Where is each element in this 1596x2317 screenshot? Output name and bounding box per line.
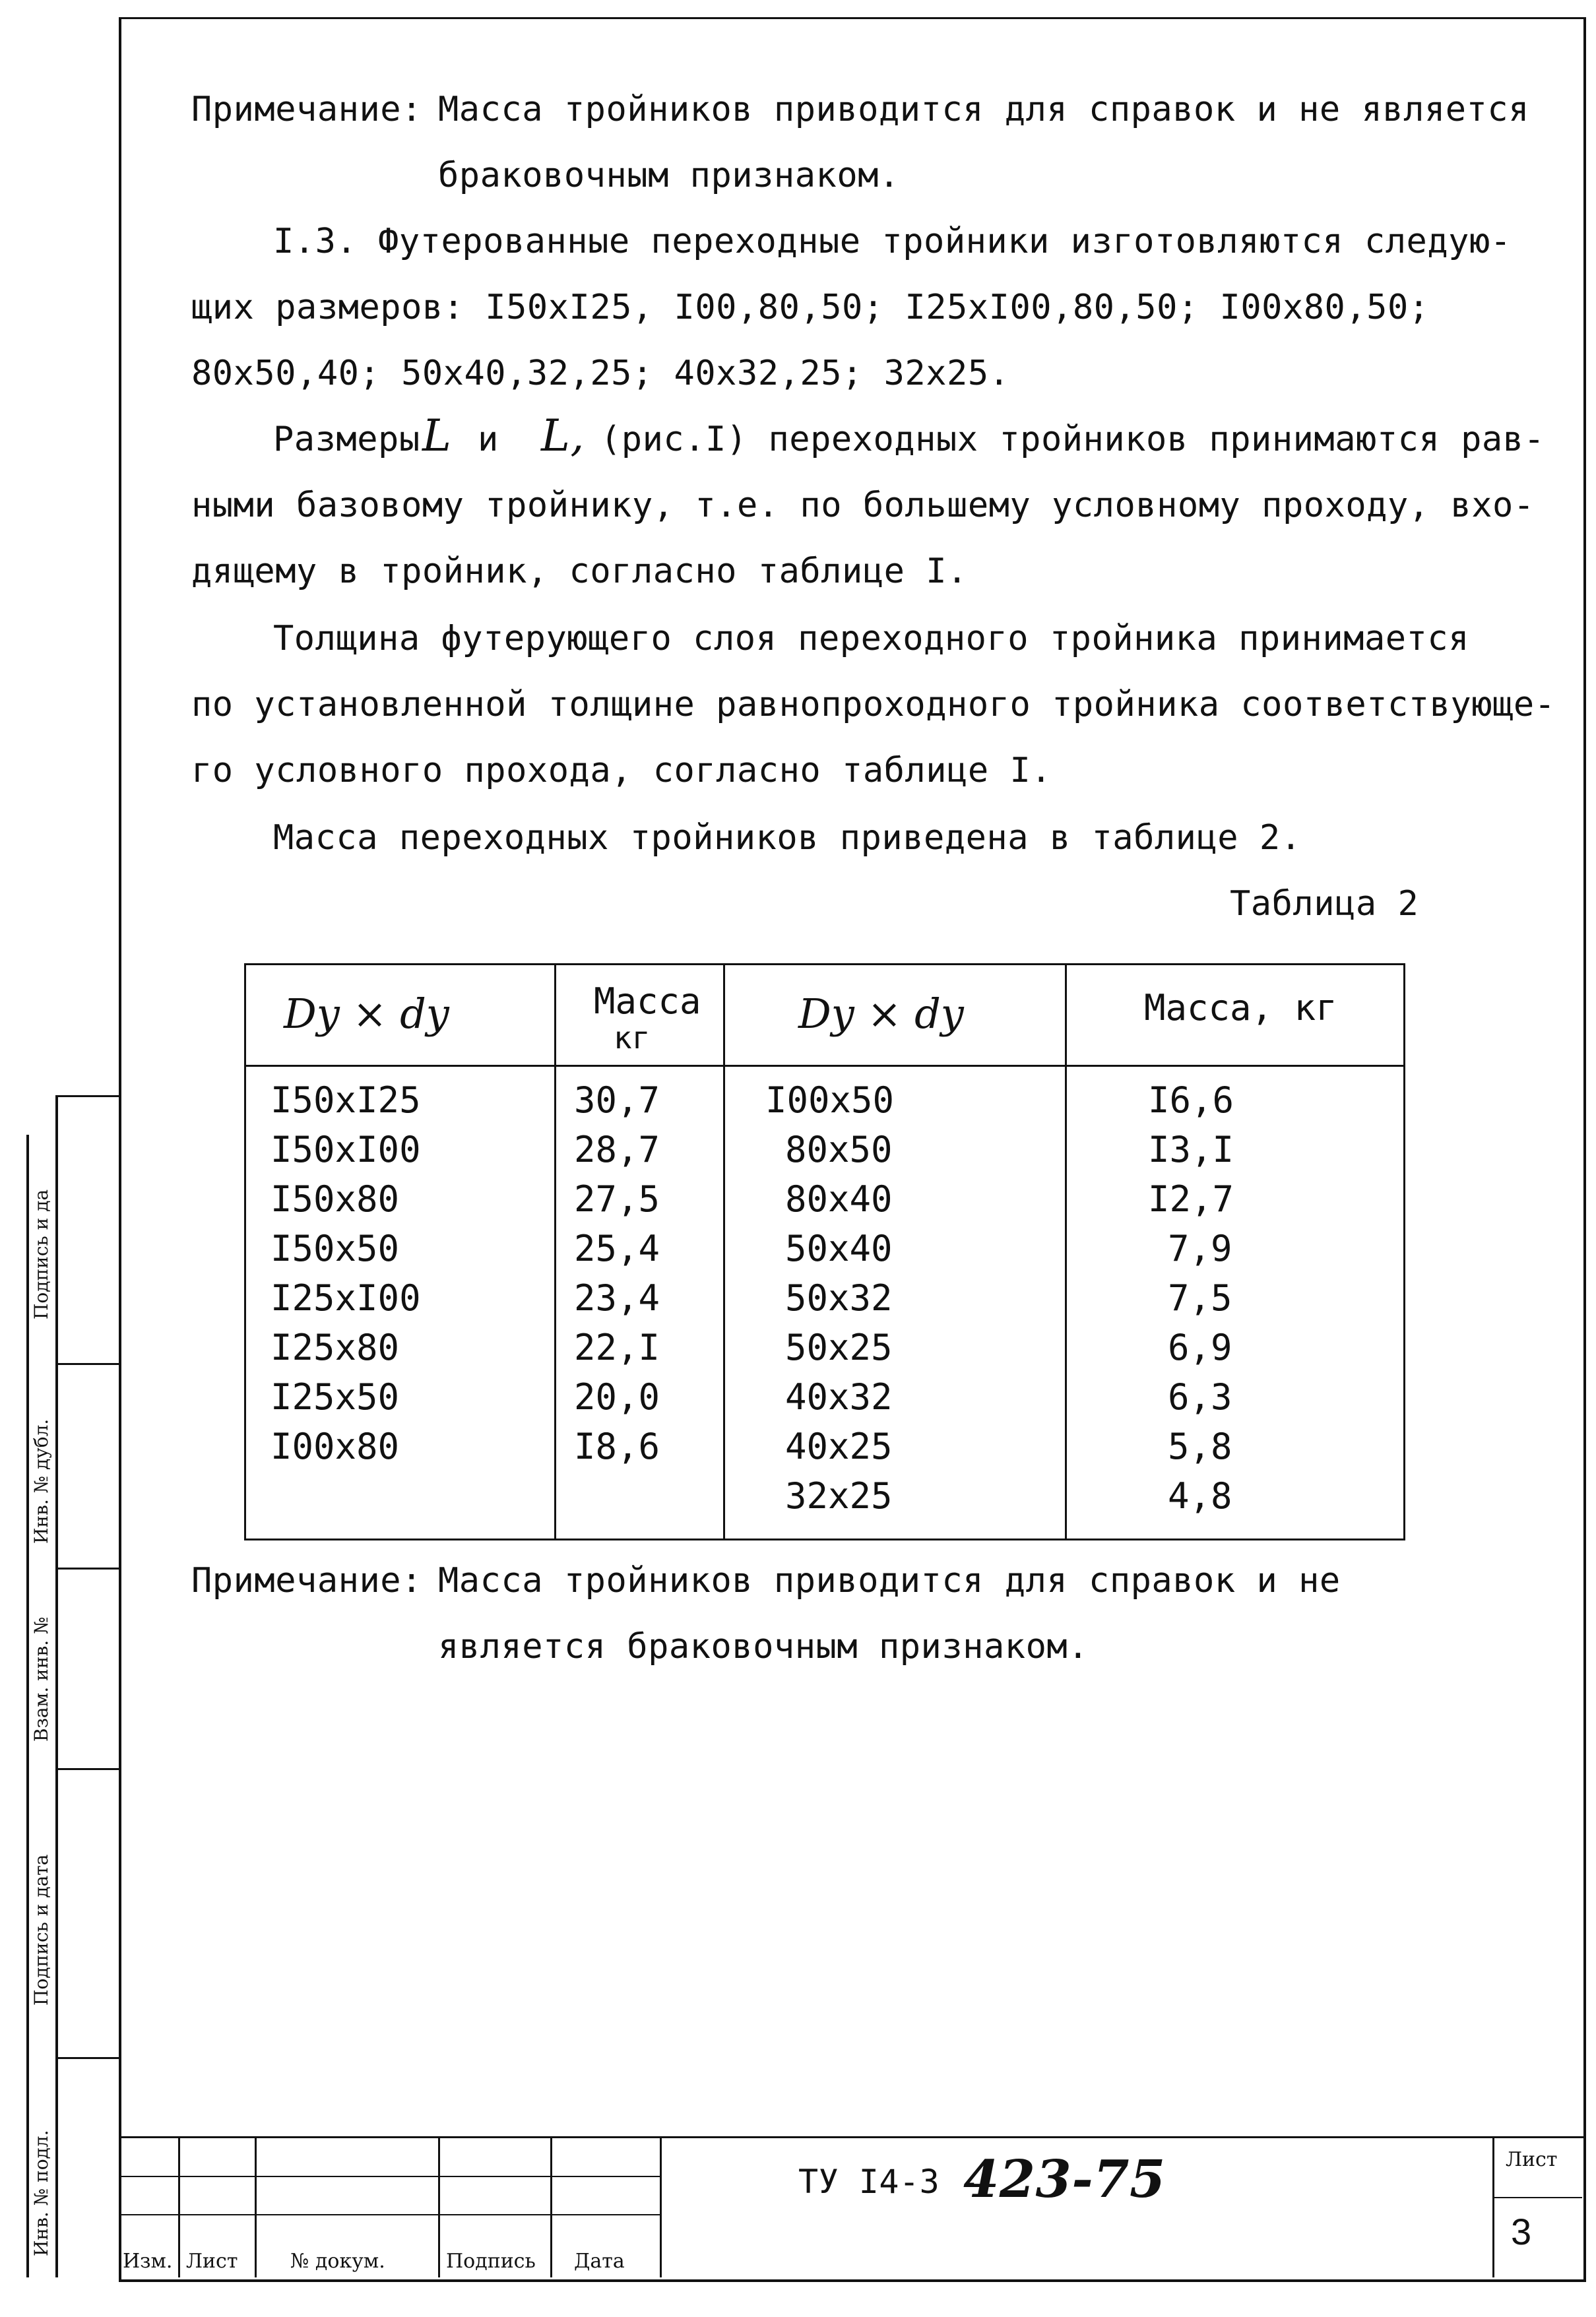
title-block-sheet-divider [1492, 2138, 1494, 2277]
table-row-right-size: 50x40 [785, 1228, 893, 1269]
side-label-vzam-inv: Взам. инв. № [30, 1616, 52, 1742]
table2-header-border [244, 1065, 1405, 1067]
doc-number-handwritten: 423-75 [963, 2149, 1166, 2209]
side-stamp-divider [55, 2057, 119, 2059]
title-block-izm-label: Изм. [123, 2250, 173, 2273]
table2-header-dy-left: Dy × dy [284, 990, 449, 1038]
title-block-col-line [178, 2138, 180, 2277]
table2-col-divider [1065, 963, 1067, 1540]
table2-header-mass-left-1: Масса [594, 980, 701, 1022]
title-block-row-line [119, 2176, 660, 2177]
thick-line2: по установленной толщине равнопроходного тройника соответствующе- [191, 685, 1556, 724]
title-block-date-label: Дата [574, 2250, 625, 2273]
side-label-podpis-data: Подпись и дата [30, 1854, 52, 2006]
table-row-right-size: 50x32 [785, 1277, 893, 1319]
table-row-left-size: I25xI00 [271, 1277, 421, 1319]
note2-line1: Масса тройников приводится для справок и не [438, 1561, 1341, 1601]
table2-col-divider [554, 963, 556, 1540]
title-block-sheet-row-line [1492, 2197, 1582, 2198]
table-row-right-mass: 6,3 [1168, 1376, 1232, 1418]
table-row-right-mass: I3,I [1148, 1129, 1234, 1170]
table2-header-mass-left-2: кг [614, 1020, 651, 1056]
table2-col-divider [723, 963, 725, 1540]
table-row-right-size: 40x32 [785, 1376, 893, 1418]
side-stamp-border [55, 1095, 58, 2277]
side-stamp-divider [55, 1568, 119, 1570]
table2-header-dy-right: Dy × dy [798, 990, 964, 1038]
side-stamp-divider [55, 1768, 119, 1770]
table-row-right-size: 80x40 [785, 1178, 893, 1220]
sheet-number: 3 [1511, 2211, 1532, 2252]
table-row-right-size: 40x25 [785, 1426, 893, 1467]
table-row-left-size: I50xI00 [271, 1129, 421, 1170]
mass-line: Масса переходных тройников приведена в таблице 2. [273, 818, 1302, 858]
side-label-inv-podl: Инв. № подл. [30, 2130, 52, 2256]
dims-L: L [422, 410, 452, 461]
doc-number-printed: ТУ I4-3 - [798, 2163, 980, 2201]
note1-line1: Масса тройников приводится для справок и не является [438, 90, 1529, 129]
thick-line1: Толщина футерующего слоя переходного тройника принимается [273, 619, 1469, 658]
side-stamp-inner-line [26, 1135, 29, 2277]
table-row-left-mass: 23,4 [574, 1277, 660, 1319]
table-row-left-mass: 30,7 [574, 1079, 660, 1121]
dims-start: Размеры [273, 420, 420, 459]
table-row-right-mass: 5,8 [1168, 1426, 1232, 1467]
table2-right-border [1403, 963, 1405, 1540]
table-row-left-mass: 25,4 [574, 1228, 660, 1269]
dims-line2: ными базовому тройнику, т.е. по большему условному проходу, вхо- [191, 486, 1535, 525]
table-row-left-mass: 20,0 [574, 1376, 660, 1418]
dims-rest: (рис.I) переходных тройников принимаются рав- [600, 420, 1545, 459]
table-row-right-mass: 7,9 [1168, 1228, 1232, 1269]
table-row-left-size: I25x50 [271, 1376, 400, 1418]
table-row-right-mass: I6,6 [1148, 1079, 1234, 1121]
note1-line2: браковочным признаком. [438, 156, 900, 195]
table-row-left-size: I50x50 [271, 1228, 400, 1269]
title-block-col-line [550, 2138, 552, 2277]
table-row-left-mass: 27,5 [574, 1178, 660, 1220]
title-block-col-line [438, 2138, 440, 2277]
side-label-podpis-top: Подпись и да [30, 1189, 52, 1319]
table-row-right-mass: I2,7 [1148, 1178, 1234, 1220]
title-block-row-line [119, 2214, 660, 2215]
side-stamp-divider [55, 1095, 119, 1097]
table-row-left-mass: I8,6 [574, 1426, 660, 1467]
table-row-right-mass: 4,8 [1168, 1475, 1232, 1517]
table2-header-mass-right: Масса, кг [1144, 987, 1337, 1029]
table2-left-border [244, 963, 246, 1540]
table-row-right-size: 32x25 [785, 1475, 893, 1517]
p13-line1: I.3. Футерованные переходные тройники изготовляются следую- [273, 222, 1512, 261]
dims-line3: дящему в тройник, согласно таблице I. [191, 552, 968, 591]
thick-line3: го условного прохода, согласно таблице I. [191, 751, 1052, 790]
table2-caption: Таблица 2 [1230, 884, 1419, 924]
table-row-left-mass: 28,7 [574, 1129, 660, 1170]
note2-label: Примечание: [191, 1561, 422, 1601]
title-block-list-label: Лист [186, 2250, 238, 2273]
table-row-right-size: I00x50 [765, 1079, 895, 1121]
p13-line3: 80x50,40; 50x40,32,25; 40x32,25; 32x25. [191, 354, 1010, 393]
table-row-left-size: I50xI25 [271, 1079, 421, 1121]
dims-and: и [478, 420, 499, 459]
table-row-left-mass: 22,I [574, 1327, 660, 1368]
note2-line2: является браковочным признаком. [438, 1627, 1089, 1666]
table-row-right-size: 50x25 [785, 1327, 893, 1368]
side-stamp-divider [55, 1363, 119, 1365]
table-row-left-size: I25x80 [271, 1327, 400, 1368]
table-row-right-mass: 7,5 [1168, 1277, 1232, 1319]
dims-L1: L, [541, 410, 585, 461]
sheet-label: Лист [1506, 2148, 1558, 2171]
title-block-col-line [255, 2138, 257, 2277]
title-block-doc-label: № докум. [290, 2250, 385, 2273]
table-row-right-mass: 6,9 [1168, 1327, 1232, 1368]
table-row-left-size: I00x80 [271, 1426, 400, 1467]
table2-top-border [244, 963, 1405, 965]
title-block-sign-label: Подпись [446, 2250, 536, 2273]
table2-bottom-border [244, 1539, 1405, 1540]
title-block-col-line [660, 2138, 662, 2277]
side-label-inv-dubl: Инв. № дубл. [30, 1418, 52, 1544]
table-row-left-size: I50x80 [271, 1178, 400, 1220]
table-row-right-size: 80x50 [785, 1129, 893, 1170]
p13-line2: щих размеров: I50xI25, I00,80,50; I25xI00,80,50; I00x80,50; [191, 288, 1430, 327]
title-block-top-border [119, 2136, 1583, 2138]
note1-label: Примечание: [191, 90, 422, 129]
